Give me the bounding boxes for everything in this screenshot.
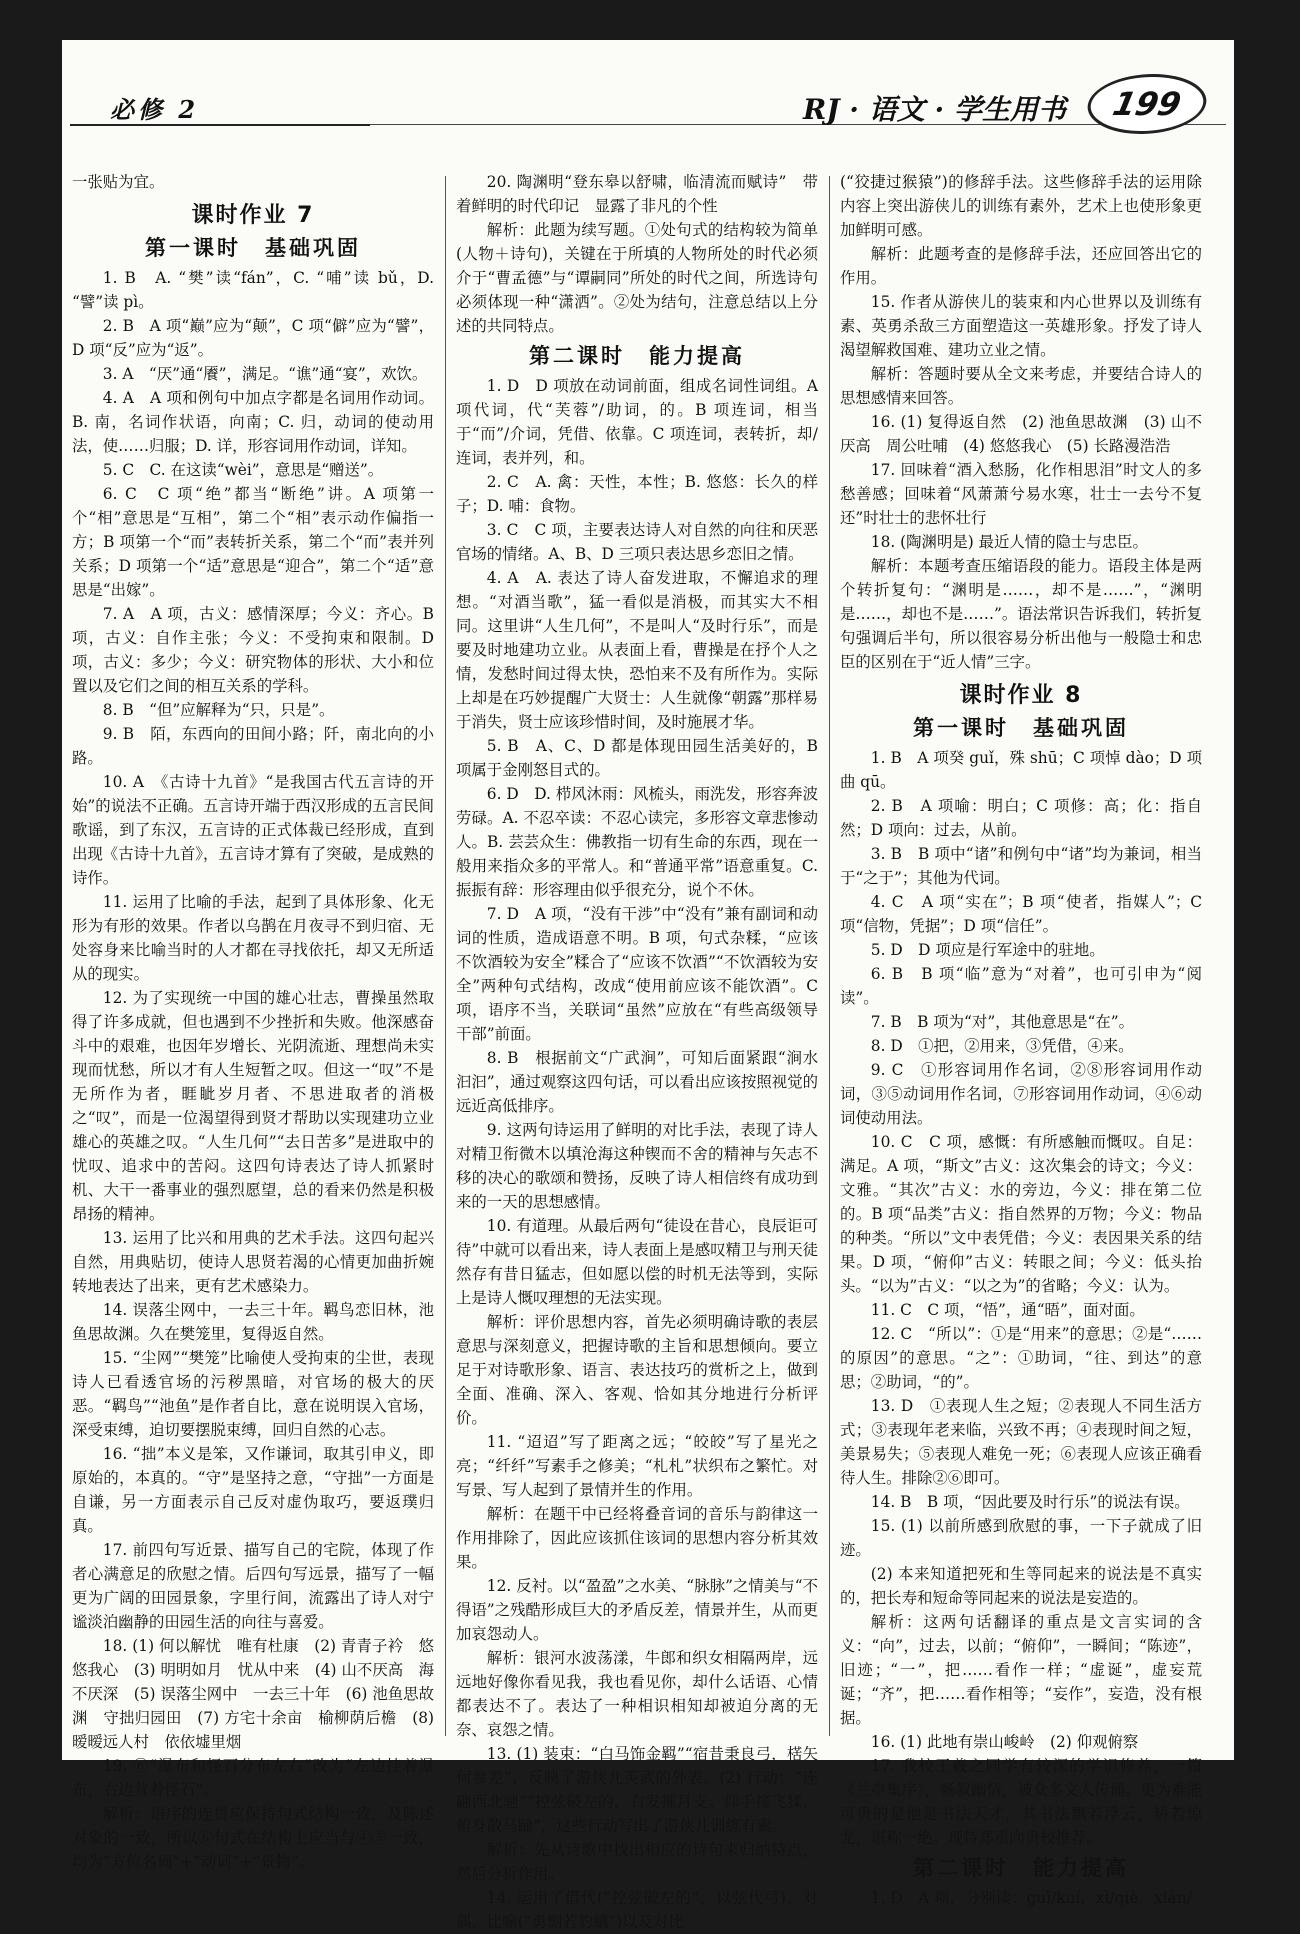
answer-item: 15. “尘网”“樊笼”比喻使人受拘束的尘世，表现诗人已看透官场的污秽黑暗，对官场的极大的厌恶。“羁鸟”“池鱼”是作者自比，意在说明误入官场，深受束缚，迫切要摆脱束缚，回归自然的心志。 [72,1349,434,1439]
answer-item: 17. 回味着“酒入愁肠，化作相思泪”时文人的多愁善感；回味着“风萧萧兮易水寒，壮士一去兮不复还”时壮士的悲怀壮行 [840,461,1202,527]
answer-item: 6. B B 项“临”意为“对着”，也可引申为“阅读”。 [840,965,1202,1007]
answer-item: (2) 本来知道把死和生等同起来的说法是不真实的，把长寿和短命等同起来的说法是妄造的。 [840,1565,1202,1607]
answer-item: 15. 作者从游侠儿的装束和内心世界以及训练有素、英勇杀敌三方面塑造这一英雄形象。抒发了诗人渴望解救国难、建功立业之情。 [840,293,1202,359]
answer-item: 5. D D 项应是行军途中的驻地。 [870,941,1105,959]
answer-item: 13. 运用了比兴和用典的艺术手法。这四句起兴自然，用典贴切，使诗人思贤若渴的心情更加曲折婉转地表达了出来，更有艺术感染力。 [72,1229,434,1295]
answer-item: 12. 反衬。以“盈盈”之水美、“脉脉”之情美与“不得语”之残酷形成巨大的矛盾反差，情景并生，从而更加哀怨动人。 [456,1577,818,1643]
answer-item: 14. 误落尘网中，一去三十年。羁鸟恋旧林，池鱼思故渊。久在樊笼里，复得返自然。 [72,1301,434,1343]
answer-item: 9. 这两句诗运用了鲜明的对比手法，表现了诗人对精卫衔微木以填沧海这种锲而不舍的精神与矢志不移的决心的歌颂和赞扬，反映了诗人相信终有成功到来的一天的思想感情。 [456,1121,818,1211]
answer-item: 5. C C. 在这读“wèi”，意思是“赠送”。 [102,461,384,479]
answer-item: 8. B 根据前文“广武涧”，可知后面紧跟“涧水汩汩”，通过观察这四句话，可以看出应该按照视觉的远近高低排序。 [456,1049,818,1115]
answer-item: 1. D A 项，分别读：guī/kuí，xì/qiè，xián/ [870,1889,1192,1907]
answer-item: 15. (1) 以前所感到欣慰的事，一下子就成了旧迹。 [840,1517,1202,1559]
analysis-note: 解析：语序的连贯应保持句式结构一致，及陈述对象的一致，所以⑥句式在结构上应当与④⑤一致，均为“方位名词”+“动词”+“景物”。 [72,1805,434,1871]
header-rule-right [370,124,1226,125]
answer-item: 18. (1) 何以解忧 唯有杜康 (2) 青青子衿 悠悠我心 (3) 明明如月 忧从中来 (4) 山不厌高 海不厌深 (5) 误落尘网中 一去三十年 (6) 池鱼思故渊 守拙归园田 (7) 方宅十余亩 榆柳荫后檐 (8) 暧暧远人村 依依墟里烟 [72,1637,434,1751]
text-columns [72,170,1222,1931]
analysis-note: 解析：答题时要从全文来考虑，并要结合诗人的思想感情来回答。 [840,365,1202,407]
answer-item: 9. C ①形容词用作名词，②⑧形容词用作动词，③⑤动词用作名词，⑦形容词用作动词，④⑥动词使动用法。 [840,1061,1202,1127]
answer-item: 19. ⑥“瀑布和怪石分布左右”改为“左边挂着瀑布，右边耸着怪石”。 [72,1757,434,1799]
page-number: 199 [1109,85,1185,123]
answer-item: 7. A A 项，古义：感情深厚；今义：齐心。B 项，古义：自作主张；今义：不受拘束和限制。D 项，古义：多少；今义：研究物体的形状、大小和位置以及它们之间的相互关系的学科。 [72,605,434,695]
column-divider [445,176,446,1736]
answer-item: 13. (1) 装束：“白马饰金羁”“宿昔秉良弓，楛矢何参差”，反映了游侠儿英武的外表。(2) 行动：“连翩西北驰”“控弦破左的，右发摧月支。仰手接飞猱，俯身散马蹄”，这些行动写出了游侠儿训练有素。 [456,1745,818,1835]
column-1 [72,170,434,1871]
answer-item: 6. D D. 栉风沐雨：风梳头，雨洗发，形容奔波劳碌。A. 不忍卒读：不忍心读完，多形容文章悲惨动人。B. 芸芸众生：佛教指一切有生命的东西，现在一般用来指众多的平常人。和“普通平常”语意重复。C. 振振有辞：形容理由似乎很充分，说个不休。 [456,785,818,899]
answer-item: 7. B B 项为“对”，其他意思是“在”。 [870,1013,1135,1031]
answer-item: 10. 有道理。从最后两句“徒设在昔心，良辰讵可待”中就可以看出来，诗人表面上是感叹精卫与刑天徒然存有昔日猛志，但如愿以偿的时机无法等到，实际上是诗人慨叹理想的无法实现。 [456,1217,818,1307]
series-title: RJ · 语文 · 学生用书 [802,93,1066,126]
subsection-title: 第一课时 基础巩固 [913,716,1129,740]
column-divider [829,176,830,1736]
answer-item: 12. 为了实现统一中国的雄心壮志，曹操虽然取得了许多成就，但也遇到不少挫折和失败。他深感奋斗中的艰难，也因年岁增长、光阴流逝、理想尚未实现而忧愁，所以才有人生短暂之叹。但这一“叹”不是无所作为者，睚眦岁月者、不思进取者的消极之“叹”，而是一位渴望得到贤才帮助以实现建功立业雄心的英雄之叹。“人生几何”“去日苦多”是进取中的忧叹、追求中的苦闷。这四句诗表达了诗人抓紧时机、大干一番事业的强烈愿望，总的看来仍然是积极昂扬的精神。 [72,989,434,1223]
analysis-note: 解析：本题考查压缩语段的能力。语段主体是两个转折复句：“渊明是……，却不是……”，“渊明是……，却也不是……”。语法常识告诉我们，转折复句强调后半句，所以很容易分析出他与一般隐士和忠臣的区别在于“近人情”三字。 [840,557,1202,671]
section-title: 课时作业 8 [959,683,1083,708]
page-number-badge [1082,74,1213,134]
paragraph: 一张贴为宜。 [72,173,165,191]
answer-item: 1. D D 项放在动词前面，组成名词性词组。A 项代词，代“芙蓉”/助词，的。B 项连词，相当于“而”/介词，凭借、依靠。C 项连词，表转折，却/连词，表并列，和。 [456,377,818,467]
subsection-title: 第一课时 基础巩固 [145,236,361,260]
answer-item: 2. B A 项喻：明白；C 项修：高；化：指自然；D 项向：过去，从前。 [840,797,1202,839]
answer-item: 9. B 陌，东西向的田间小路；阡，南北向的小路。 [72,725,434,767]
answer-item: 1. B A. “樊”读“fán”，C. “哺”读 bǔ，D. “譬”读 pì。 [72,269,434,311]
answer-item: 4. C A 项“实在”；B 项“使者，指媒人”；C 项“信物，凭据”；D 项“信任”。 [840,893,1202,935]
answer-item: (“狡捷过猴猿”)的修辞手法。这些修辞手法的运用除内容上突出游侠儿的训练有素外，艺术上也使形象更加鲜明可感。 [840,173,1202,239]
answer-item: 17. 前四句写近景、描写自己的宅院，体现了作者心满意足的欣慰之情。后四句写远景，描写了一幅更为广阔的田园景象，字里行间，流露出了诗人对宁谧淡泊幽静的田园生活的向往与喜爱。 [72,1541,434,1631]
answer-item: 17. 我校王羲之同学有较深的学识修养，一篇《兰亭集序》，畅叙幽情，被众多文人传诵。更为难能可贵的是他是书法天才，其书法飘若浮云，矫若惊龙，堪称一绝。现特郑重向贵校推荐。 [840,1757,1202,1847]
volume-label: 必修 2 [110,95,200,124]
answer-item: 3. A “厌”通“餍”，满足。“谯”通“宴”，欢饮。 [102,365,428,383]
column-2 [456,170,818,1931]
answer-item: 10. A 《古诗十九首》“是我国古代五言诗的开始”的说法不正确。五言诗开端于西汉形成的五言民间歌谣，到了东汉，五言诗的正式体裁已经形成，直到出现《古诗十九首》，五言诗才算有了突破，是成熟的诗作。 [72,773,434,887]
answer-item: 16. (1) 此地有崇山峻岭 (2) 仰观俯察 [870,1733,1139,1751]
answer-item: 1. B A 项癸 guǐ，殊 shū；C 项悼 dào；D 项曲 qū。 [840,749,1202,791]
answer-item: 7. D A 项，“没有干涉”中“没有”兼有副词和动词的性质，造成语意不明。B 项，句式杂糅，“应该不饮酒较为安全”糅合了“应该不饮酒”“不饮酒较为安全”两种句式结构，改成“使用前应该不能饮酒”。C 项，语序不当，关联词“虽然”应放在“有些高级领导干部”前面。 [456,905,818,1043]
subsection-title: 第二课时 能力提高 [529,344,745,368]
answer-item: 14. B B 项，“因此要及时行乐”的说法有误。 [870,1493,1190,1511]
analysis-note: 解析：评价思想内容，首先必须明确诗歌的表层意思与深刻意义，把握诗歌的主旨和思想倾向。要立足于对诗歌形象、语言、表达技巧的赏析之上，做到全面、准确、深入、客观、恰如其分地进行分析评价。 [456,1313,818,1427]
page-sheet [62,40,1234,1931]
analysis-note: 解析：此题考查的是修辞手法，还应回答出它的作用。 [840,245,1202,287]
answer-item: 8. B “但”应解释为“只，只是”。 [102,701,335,719]
answer-item: 11. 运用了比喻的手法，起到了具体形象、化无形为有形的效果。作者以乌鹊在月夜寻不到归宿、无处容身来比喻当时的人才都在寻找依托，却又无所适从的现实。 [72,893,434,983]
page-header [70,82,1226,152]
answer-item: 10. C C 项，感慨：有所感触而慨叹。自足：满足。A 项，“斯文”古义：这次集会的诗文；今义：文雅。“其次”古义：水的旁边，今义：排在第二位的。B 项“品类”古义：指自然界的万物；今义：物品的种类。“所以”文中表凭借；今义：表因果关系的结果。D 项，“俯仰”古义：转眼之间；今义：低头抬头。“以为”古义：“以之为”的省略；今义：认为。 [840,1133,1202,1295]
answer-item: 13. D ①表现人生之短；②表现人不同生活方式；③表现年老来临，兴致不再；④表现时间之短，美景易失；⑤表现人难免一死；⑥表现人应该正确看待人生。排除②⑥即可。 [840,1397,1202,1487]
answer-item: 12. C “所以”：①是“用来”的意思；②是“……的原因”的意思。“之”：①助词，“往、到达”的意思；②助词，“的”。 [840,1325,1202,1391]
answer-item: 11. “迢迢”写了距离之远；“皎皎”写了星光之亮；“纤纤”写素手之修美；“札札”状织布之繁忙。对写景、写人起到了景情并生的作用。 [456,1433,818,1499]
answer-item: 16. “拙”本义是笨，又作谦词，取其引申义，即原始的，本真的。“守”是坚持之意，“守拙”一方面是自谦，另一方面表示自己反对虚伪取巧，要返璞归真。 [72,1445,434,1535]
answer-item: 4. A A 项和例句中加点字都是名词用作动词。B. 南，名词作状语，向南；C. 归，动词的使动用法，使……归服；D. 详，形容词用作动词，详知。 [72,389,434,455]
analysis-note: 解析：这两句话翻译的重点是文言实词的含义：“向”，过去，以前；“俯仰”，一瞬间；“陈迹”，旧迹；“一”，把……看作一样；“虚诞”，虚妄荒诞；“齐”，把……看作相等；“妄作”，妄造，没有根据。 [840,1613,1202,1727]
answer-item: 16. (1) 复得返自然 (2) 池鱼思故渊 (3) 山不厌高 周公吐哺 (4) 悠悠我心 (5) 长路漫浩浩 [840,413,1202,455]
analysis-note: 解析：先从诗歌中找出相应的诗句来归纳特点，然后分析作用。 [456,1841,818,1883]
answer-item: 14. 运用了借代(“控弦破左的”，以弦代弓)、对偶、比喻(“勇剽若豹螭”)以及对比 [456,1889,818,1931]
answer-item: 8. D ①把，②用来，③凭借，④来。 [870,1037,1134,1055]
answer-item: 11. C C 项，“悟”，通“晤”，面对面。 [870,1301,1145,1319]
answer-item: 6. C C 项“绝”都当“断绝”讲。A 项第一个“相”意思是“互相”，第二个“相”表示动作偏指一方；B 项第一个“而”表转折关系，第二个“而”表并列关系；D 项第一个“适”意思是“迎合”，第二个“适”意思是“出嫁”。 [72,485,434,599]
answer-item: 20. 陶渊明“登东皋以舒啸，临清流而赋诗” 带着鲜明的时代印记 显露了非凡的个性 [456,173,818,215]
analysis-note: 解析：此题为续写题。①处句式的结构较为简单(人物＋诗句)，关键在于所填的人物所处的时代必须介于“曹孟德”与“谭嗣同”所处的时代之间，所选诗句必须体现一种“潇洒”。②处为结句，注意总结以上分述的共同特点。 [456,221,818,335]
column-3 [840,170,1202,1907]
answer-item: 3. C C 项，主要表达诗人对自然的向往和厌恶官场的情绪。A、B、D 三项只表达思乡恋旧之情。 [456,521,818,563]
analysis-note: 解析：银河水波荡漾，牛郎和织女相隔两岸，远远地好像你看见我，我也看见你，却什么话语、心情都表达不了。表达了一种相识相知却被迫分离的无奈、哀怨之情。 [456,1649,818,1739]
section-title: 课时作业 7 [191,203,315,228]
subsection-title: 第二课时 能力提高 [913,1856,1129,1880]
answer-item: 3. B B 项中“诸”和例句中“诸”均为兼词，相当于“之于”；其他为代词。 [840,845,1202,887]
answer-item: 4. A A. 表达了诗人奋发进取，不懈追求的理想。“对酒当歌”，猛一看似是消极，而其实大不相同。这里讲“人生几何”，不是叫人“及时行乐”，而是要及时地建功立业。从表面上看，曹操是在抒个人之情，发愁时间过得太快，恐怕来不及有所作为。实际上却是在巧妙提醒广大贤士：人生就像“朝露”那样易于消失，贤士应该珍惜时间，及时施展才华。 [456,569,818,731]
analysis-note: 解析：在题干中已经将叠音词的音乐与韵律这一作用排除了，因此应该抓住该词的思想内容分析其效果。 [456,1505,818,1571]
answer-item: 2. C A. 禽：天性，本性；B. 悠悠：长久的样子；D. 哺：食物。 [456,473,818,515]
answer-item: 2. B A 项“巅”应为“颠”，C 项“僻”应为“譬”，D 项“反”应为“返”。 [72,317,434,359]
answer-item: 18. (陶渊明是) 最近人情的隐士与忠臣。 [870,533,1148,551]
answer-item: 5. B A、C、D 都是体现田园生活美好的，B 项属于金刚怒目式的。 [456,737,818,779]
